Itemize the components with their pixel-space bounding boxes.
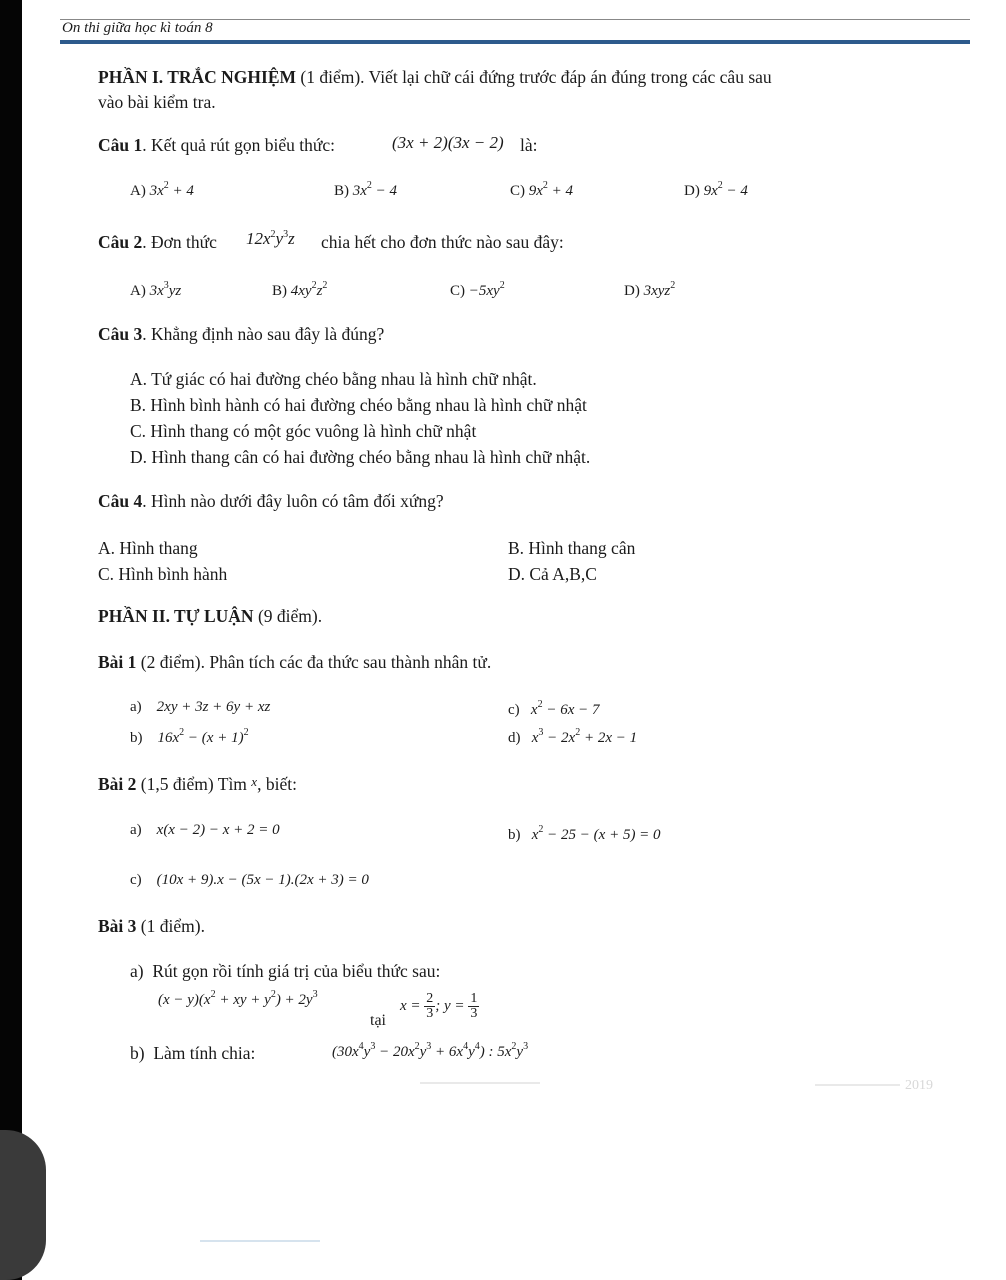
bai2-variable: x: [251, 774, 258, 789]
bai2-text-post: , biết:: [257, 774, 297, 794]
bleed-through-smudge: [420, 1082, 540, 1084]
item-label: a): [130, 822, 142, 838]
item-math: [157, 727, 249, 746]
math-rest: + 2x − 1: [580, 730, 638, 746]
q3-option-a[interactable]: A. Tứ giác có hai đường chéo bằng nhau là hình chữ nhật.: [130, 369, 537, 389]
bai3-item-b: [130, 1043, 255, 1064]
math-exp: 4: [474, 1041, 480, 1052]
math-rest: − 4: [722, 183, 748, 199]
q2-tail: chia hết cho đơn thức nào sau đây:: [321, 232, 564, 252]
item-text: Rút gọn rồi tính giá trị của biểu thức sau:: [152, 961, 441, 981]
math-base: x =: [400, 997, 421, 1014]
bai3-label: Bài 3: [98, 916, 137, 936]
bai2-label: Bài 2: [98, 774, 137, 794]
part2-points: (9 điểm).: [253, 606, 323, 626]
scan-edge-left: [0, 0, 22, 1280]
option-label: C): [510, 183, 525, 199]
q4-text: . Hình nào dưới đây luôn có tâm đối xứng?: [142, 491, 444, 511]
q2-label: Câu 2: [98, 232, 143, 252]
q1-option-c[interactable]: [510, 180, 573, 200]
bai1-stem: [98, 652, 491, 673]
math-exp: 2: [717, 180, 723, 191]
math-base: x: [530, 702, 538, 718]
math-exp: 4: [463, 1041, 469, 1052]
bai3-values: [400, 992, 479, 1021]
math-rest: z: [316, 283, 323, 299]
q1-label: Câu 1: [98, 135, 143, 155]
math-rest: ) : 5x: [479, 1044, 512, 1060]
math-rest: − 2x: [543, 730, 576, 746]
math-rest: + 4: [547, 183, 574, 199]
fraction-denominator: 3: [470, 1006, 478, 1021]
fraction-x: [424, 992, 435, 1021]
math-base: 9x: [528, 183, 543, 199]
math-base: 3x: [352, 183, 367, 199]
option-math: [352, 180, 398, 199]
q2-option-b[interactable]: [272, 280, 327, 300]
math-exp: 2: [270, 989, 276, 1000]
q4-stem: [98, 491, 444, 512]
fraction-y: [468, 992, 479, 1021]
part2-heading-line: [98, 606, 322, 627]
item-label: d): [508, 730, 521, 746]
q3-option-c[interactable]: C. Hình thang có một góc vuông là hình chữ nhật: [130, 421, 477, 441]
option-math: [643, 280, 676, 299]
math-rest: − 20x: [375, 1044, 415, 1060]
q4-option-d[interactable]: D. Cả A,B,C: [508, 564, 597, 584]
q3-text: . Khẳng định nào sau đây là đúng?: [142, 324, 385, 344]
bleed-through-smudge: [200, 1240, 320, 1242]
bai3-stem: [98, 916, 205, 937]
math-rest: + 6x: [431, 1044, 464, 1060]
math-base: −5xy: [468, 283, 500, 299]
q4-option-a[interactable]: A. Hình thang: [98, 538, 198, 558]
bai1-item-b: [130, 727, 249, 747]
q1-option-b[interactable]: [334, 180, 397, 200]
math-exp: 2: [414, 1041, 420, 1052]
item-math: [530, 699, 600, 718]
bai3-item-a: [130, 961, 440, 982]
q2-stem: [98, 232, 217, 253]
math-exp: 2: [311, 280, 317, 291]
math-base: 3xyz: [643, 283, 671, 299]
fraction-denominator: 3: [426, 1006, 434, 1021]
bai3-expression: [158, 989, 318, 1009]
item-text: Làm tính chia:: [153, 1043, 256, 1063]
math-base: 3x: [149, 283, 164, 299]
option-math: [290, 280, 328, 299]
math-base: 4xy: [290, 283, 312, 299]
bleed-through-smudge: [815, 1084, 900, 1086]
math-rest: ) + 2y: [275, 992, 313, 1008]
item-label: b): [508, 827, 521, 843]
q2-option-a[interactable]: [130, 280, 181, 300]
bai1-item-a: [130, 699, 270, 716]
item-label: c): [130, 872, 142, 888]
option-label: B): [272, 283, 287, 299]
part2-heading: PHẦN II. TỰ LUẬN: [98, 606, 254, 626]
option-math: [149, 280, 182, 299]
bai3-tai: tại: [370, 1012, 386, 1029]
math-exp: 2: [670, 280, 676, 291]
math-rest: yz: [168, 283, 182, 299]
item-math: [531, 727, 638, 746]
q2-option-c[interactable]: [450, 280, 505, 300]
math-exp: 2: [322, 280, 328, 291]
scan-shadow: [0, 1130, 46, 1280]
q1-option-a[interactable]: [130, 180, 194, 200]
bai1-item-c: [508, 699, 599, 719]
item-label: a): [130, 699, 142, 715]
math-rest: + 4: [168, 183, 194, 199]
part1-intro-text: (1 điểm). Viết lại chữ cái đứng trước đáp án đúng trong các câu sau: [296, 67, 772, 87]
option-label: D): [684, 183, 700, 199]
math-exp: 4: [358, 1041, 364, 1052]
math-rest: − 25 − (x + 5) = 0: [543, 827, 661, 843]
math-base: 12x: [246, 229, 271, 248]
q1-option-d[interactable]: [684, 180, 748, 200]
option-label: A): [130, 283, 146, 299]
fraction-numerator: 1: [470, 991, 478, 1006]
math-base: 3x: [149, 183, 164, 199]
math-rest: − (x + 1): [184, 730, 244, 746]
bai2-item-b: [508, 824, 661, 844]
math-base: (30x: [332, 1044, 359, 1060]
bleed-through-year: 2019: [905, 1078, 933, 1093]
q1-tail: là:: [520, 135, 538, 155]
math-exp: 2: [511, 1041, 517, 1052]
q2-expression: [246, 229, 295, 249]
q1-stem: [98, 135, 335, 156]
q4-label: Câu 4: [98, 491, 143, 511]
item-math: [531, 824, 661, 843]
math-base: 16x: [157, 730, 180, 746]
q3-option-b[interactable]: B. Hình bình hành có hai đường chéo bằng nhau là hình chữ nhật: [130, 395, 587, 415]
math-rest: y: [516, 1044, 524, 1060]
math-rest: y: [468, 1044, 475, 1060]
bai2-item-a: [130, 822, 280, 839]
math-exp: 2: [270, 229, 276, 240]
q3-label: Câu 3: [98, 324, 143, 344]
math-rest: − 6x − 7: [542, 702, 600, 718]
q1-expression: (3x + 2)(3x − 2): [392, 133, 504, 152]
math-rest: + xy + y: [215, 992, 271, 1008]
math-rest: − 4: [371, 183, 398, 199]
item-math: x(x − 2) − x + 2 = 0: [156, 822, 280, 838]
math-exp: 2: [163, 180, 169, 191]
math-exp: 2: [179, 727, 185, 738]
option-math: [468, 280, 505, 299]
math-base: 9x: [703, 183, 718, 199]
item-label: a): [130, 961, 144, 981]
math-exp: 3: [426, 1041, 432, 1052]
bai3-text: (1 điểm).: [136, 916, 205, 936]
math-exp: 3: [538, 727, 544, 738]
bai1-item-d: [508, 727, 637, 747]
math-base: z: [288, 229, 295, 248]
header-title: On thi giữa học kì toán 8: [62, 20, 213, 36]
scan-edge-right: [972, 0, 1006, 1280]
math-base: x: [531, 730, 539, 746]
q4-option-b[interactable]: B. Hình thang cân: [508, 538, 636, 558]
math-rest: ; y =: [435, 997, 465, 1014]
bai2-stem: [98, 774, 297, 795]
item-math: 2xy + 3z + 6y + xz: [156, 699, 271, 715]
bai3-division-expression: [332, 1041, 528, 1061]
option-label: D): [624, 283, 640, 299]
math-base: y: [275, 229, 284, 248]
bai2-item-c: [130, 872, 369, 889]
option-math: [528, 180, 574, 199]
option-label: B): [334, 183, 349, 199]
math-exp: 2: [542, 180, 548, 191]
q3-option-d[interactable]: D. Hình thang cân có hai đường chéo bằng nhau là hình chữ nhật.: [130, 447, 591, 467]
item-label: b): [130, 1043, 145, 1063]
item-math: (10x + 9).x − (5x − 1).(2x + 3) = 0: [156, 872, 369, 888]
math-rest: y: [419, 1044, 427, 1060]
math-exp: 3: [163, 280, 169, 291]
q1-text: . Kết quả rút gọn biểu thức:: [142, 135, 335, 155]
math-exp: 2: [366, 180, 372, 191]
part1-intro: [98, 67, 772, 88]
header-rule: [60, 40, 970, 44]
bai1-text: (2 điểm). Phân tích các đa thức sau thành nhân tử.: [136, 652, 492, 672]
math-exp: 2: [499, 280, 505, 291]
option-math: [149, 180, 194, 199]
q2-option-d[interactable]: [624, 280, 675, 300]
option-label: A): [130, 183, 146, 199]
q2-text: . Đơn thức: [142, 232, 217, 252]
bai1-label: Bài 1: [98, 652, 137, 672]
item-label: b): [130, 730, 143, 746]
fraction-numerator: 2: [426, 991, 434, 1006]
bai2-text: (1,5 điểm) Tìm: [136, 774, 252, 794]
item-label: c): [508, 702, 520, 718]
math-exp: 2: [538, 824, 544, 835]
math-exp: 3: [283, 229, 289, 240]
math-base: x: [531, 827, 539, 843]
math-exp: 2: [210, 989, 216, 1000]
math-exp: 2: [575, 727, 581, 738]
math-base: (x − y)(x: [158, 992, 211, 1008]
q3-stem: [98, 324, 384, 345]
q4-option-c[interactable]: C. Hình bình hành: [98, 564, 228, 584]
part1-heading: PHẦN I. TRẮC NGHIỆM: [98, 67, 297, 87]
math-exp: 2: [537, 699, 543, 710]
math-exp: 3: [312, 989, 318, 1000]
math-rest: y: [363, 1044, 371, 1060]
math-exp: 3: [523, 1041, 529, 1052]
option-math: [703, 180, 748, 199]
math-exp: 2: [243, 727, 249, 738]
math-exp: 3: [370, 1041, 376, 1052]
part1-intro-line2: vào bài kiểm tra.: [98, 92, 216, 112]
option-label: C): [450, 283, 465, 299]
